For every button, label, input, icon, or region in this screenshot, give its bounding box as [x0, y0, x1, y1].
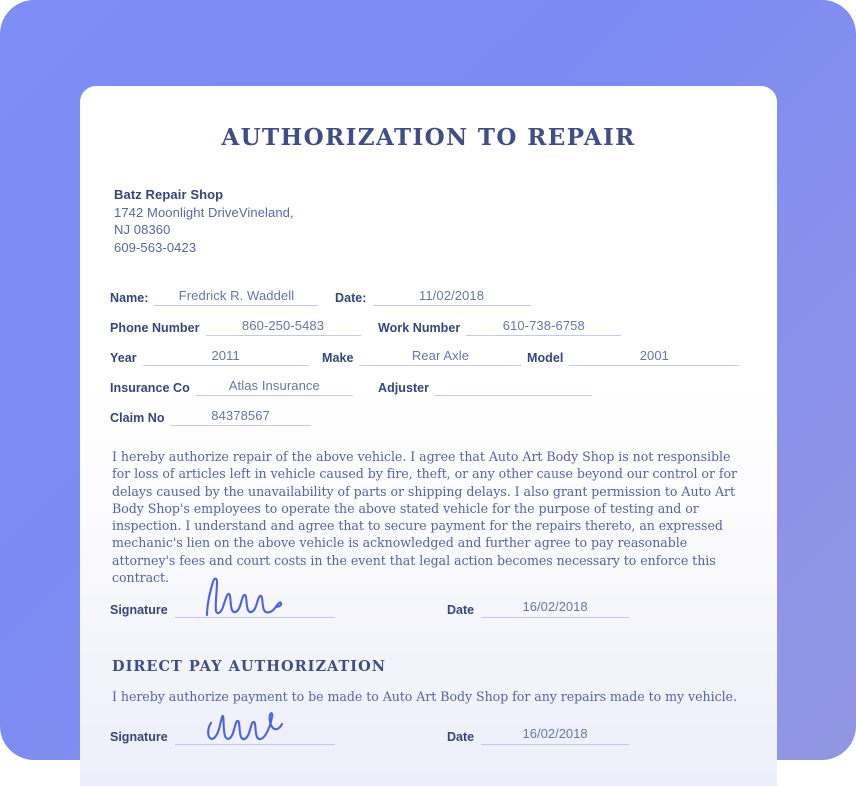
field-label-make: Make	[322, 351, 354, 365]
signature-date-label: Date	[447, 603, 475, 617]
field-input-adjuster[interactable]	[435, 374, 592, 396]
field-label-model: Model	[527, 351, 564, 365]
field-input-insurance-co[interactable]	[196, 374, 353, 396]
field-label-adjuster: Adjuster	[378, 381, 430, 395]
field-value-name: Fredrick R. Waddell	[178, 288, 295, 303]
authorization-paragraph: I hereby authorize repair of the above vehicle. I agree that Auto Art Body Shop is not responsible for loss of articles left in vehicle caused by fire, theft, or any other cause beyond our control or for delays caused by the unavailability of parts or shipping delays. I also grant permission to Auto Art Body Shop's employees to operate the above stated vehicle for the purpose of testing and or inspection. I understand and agree that to secure payment for the repairs thereto, an expressed mechanic's lien on the above vehicle is acknowledged and further agree to pay reasonable attorney's fees and court costs in the event that legal action becomes necessary to enforce this contract.	[112, 449, 737, 586]
signature-label: Signature	[110, 603, 168, 617]
signature-input[interactable]	[175, 595, 335, 618]
field-value-model: 2001	[639, 348, 670, 363]
field-input-date[interactable]	[373, 284, 531, 306]
shop-name: Batz Repair Shop	[114, 187, 224, 202]
field-input-year[interactable]	[143, 344, 309, 366]
field-label-year: Year	[110, 351, 137, 365]
field-label-name: Name:	[110, 291, 149, 305]
field-insurance-co[interactable]	[110, 374, 353, 396]
direct-pay-date-input[interactable]	[481, 722, 629, 745]
form-row-year-make-model	[110, 336, 750, 366]
signature-row-direct-pay	[110, 711, 750, 745]
field-date[interactable]	[335, 284, 531, 306]
shop-address-line-2: NJ 08360	[114, 222, 171, 237]
field-label-claim-no: Claim No	[110, 411, 165, 425]
field-claim-no[interactable]	[110, 404, 311, 426]
field-value-year: 2011	[211, 348, 240, 363]
field-value-date: 11/02/2018	[418, 288, 485, 303]
field-adjuster[interactable]	[378, 374, 592, 396]
page-title: AUTHORIZATION TO REPAIR	[221, 124, 636, 151]
form-row-phone-work	[110, 306, 750, 336]
form-row-insurance-adjuster	[110, 366, 750, 396]
shop-address-block	[114, 186, 294, 256]
shop-address-line-1: 1742 Moonlight DriveVineland,	[114, 204, 294, 220]
field-value-insurance-co: Atlas Insurance	[228, 378, 320, 393]
field-name[interactable]	[110, 284, 318, 306]
direct-pay-signature-label: Signature	[110, 730, 168, 744]
field-phone-number[interactable]	[110, 314, 361, 336]
field-input-name[interactable]	[154, 284, 318, 306]
direct-pay-signature-input[interactable]	[175, 722, 335, 745]
field-label-insurance-co: Insurance Co	[110, 381, 190, 395]
field-make[interactable]	[322, 344, 521, 366]
field-value-make: Rear Axle	[411, 348, 470, 363]
field-input-model[interactable]	[569, 344, 739, 366]
field-label-work-number: Work Number	[378, 321, 461, 335]
field-value-work-number: 610-738-6758	[502, 318, 585, 333]
field-label-date: Date:	[335, 291, 367, 305]
form-row-claim-no	[110, 396, 750, 426]
field-input-phone-number[interactable]	[206, 314, 361, 336]
field-model[interactable]	[527, 344, 739, 366]
field-value-phone-number: 860-250-5483	[241, 318, 325, 333]
direct-pay-heading: DIRECT PAY AUTHORIZATION	[112, 658, 386, 675]
field-value-claim-no: 84378567	[211, 408, 270, 423]
signature-date-value: 16/02/2018	[522, 599, 588, 614]
form-fields	[110, 276, 750, 426]
field-input-claim-no[interactable]	[171, 404, 311, 426]
signature-date-input[interactable]	[481, 595, 629, 618]
signature-date-field-authorization[interactable]	[447, 595, 629, 618]
direct-pay-date-label: Date	[447, 730, 475, 744]
handwritten-signature-icon	[201, 700, 301, 744]
form-row-name-date	[110, 276, 750, 306]
shop-phone: 609-563-0423	[114, 239, 197, 255]
signature-row-authorization	[110, 584, 750, 618]
direct-pay-paragraph: I hereby authorize payment to be made to Auto Art Body Shop for any repairs made to my vehicle.	[112, 689, 737, 704]
direct-pay-date-value: 16/02/2018	[522, 726, 588, 741]
signature-date-field-direct-pay[interactable]	[447, 722, 629, 745]
field-work-number[interactable]	[378, 314, 621, 336]
document-card	[80, 86, 777, 786]
signature-field-direct-pay[interactable]	[110, 722, 335, 745]
field-label-phone-number: Phone Number	[110, 321, 200, 335]
signature-field-authorization[interactable]	[110, 595, 335, 618]
field-year[interactable]	[110, 344, 309, 366]
field-input-make[interactable]	[359, 344, 521, 366]
field-input-work-number[interactable]	[466, 314, 621, 336]
